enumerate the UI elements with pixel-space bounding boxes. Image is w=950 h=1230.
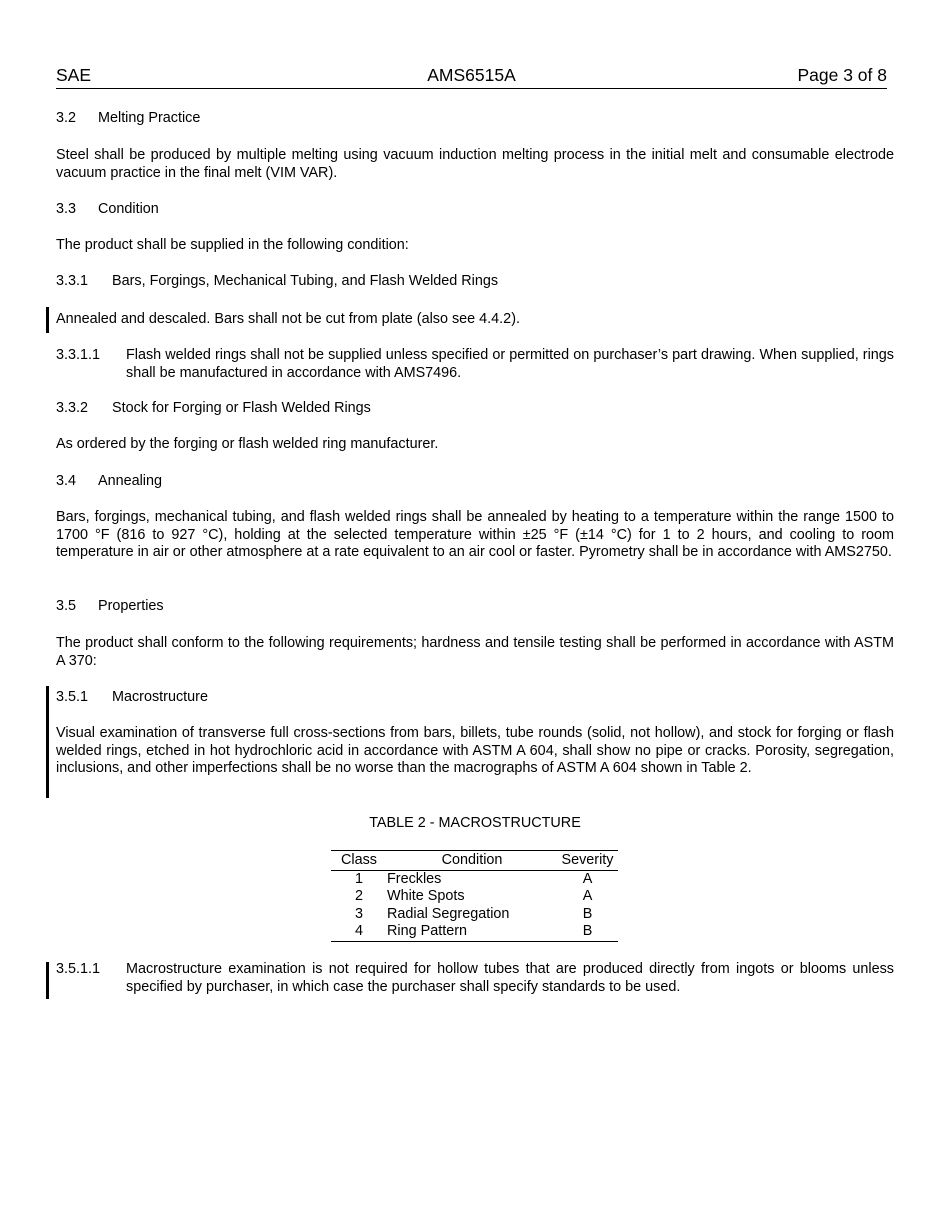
cell-class: 2 bbox=[354, 888, 363, 904]
table-2-title: TABLE 2 - MACROSTRUCTURE bbox=[369, 815, 581, 831]
change-bar bbox=[46, 307, 49, 333]
section-3-4-heading: 3.4 Annealing bbox=[56, 473, 163, 489]
cell-condition: Ring Pattern bbox=[387, 923, 557, 941]
table-header-row bbox=[331, 851, 618, 871]
section-3-5-1-heading: 3.5.1 Macrostructure bbox=[56, 689, 208, 705]
section-3-3-2-heading: 3.3.2 Stock for Forging or Flash Welded Rings bbox=[56, 400, 371, 416]
cell-severity: B bbox=[557, 923, 618, 941]
section-3-3-1-1-body: Flash welded rings shall not be supplied unless specified or permitted on purchaser’s part drawing. When supplied, rings shall be manufactured in accordance with AMS7496. bbox=[126, 347, 894, 381]
cell-severity: B bbox=[582, 905, 593, 922]
cell-class: 3 bbox=[354, 905, 363, 922]
section-3-3-1-body: Annealed and descaled. Bars shall not be cut from plate (also see 4.4.2). bbox=[56, 311, 520, 327]
section-3-5-1-1-body: Macrostructure examination is not required for hollow tubes that are produced directly from ingots or blooms unless specified by purchaser, in which case the purchaser shall specify standards to be used. bbox=[126, 961, 894, 995]
section-3-5-heading: 3.5 Properties bbox=[56, 598, 164, 614]
column-header-severity: Severity bbox=[557, 851, 618, 871]
table-row bbox=[331, 888, 618, 906]
section-3-3-1-1 bbox=[56, 347, 894, 382]
section-3-2-body: Steel shall be produced by multiple melting using vacuum induction melting process in the initial melt and consumable electrode vacuum practice in the final melt (VIM VAR). bbox=[56, 147, 894, 181]
section-3-5-1-1-number: 3.5.1.1 bbox=[56, 961, 101, 977]
header-page-number: Page 3 of 8 bbox=[797, 65, 887, 85]
section-3-4-body: Bars, forgings, mechanical tubing, and flash welded rings shall be annealed by heating to a temperature within the range 1500 to 1700 °F (816 to 927 °C), holding at the selected temperature within ±25 °F (±14 °C) for 1 to 2 hours, and cooling to room temperature in air or other atmosphere at a rate equivalent to an air cool or faster. Pyrometry shall be in accordance with AMS2750. bbox=[56, 509, 894, 560]
macrostructure-table bbox=[331, 850, 618, 942]
section-3-5-1-body: Visual examination of transverse full cross-sections from bars, billets, tube rounds (solid, not hollow), and stock for forging or flash welded rings, etched in hot hydrochloric acid in accordance with ASTM A 604, shall show no pipe or cracks. Porosity, segregation, inclusions, and other imperfections shall be no worse than the macrographs of ASTM A 604 shown in Table 2. bbox=[56, 725, 894, 776]
section-3-3-body: The product shall be supplied in the following condition: bbox=[56, 237, 409, 253]
cell-severity: A bbox=[582, 870, 593, 887]
header-doc-number: AMS6515A bbox=[427, 65, 516, 85]
column-header-condition: Condition bbox=[387, 851, 557, 871]
cell-severity: A bbox=[582, 888, 593, 904]
table-row bbox=[331, 923, 618, 941]
section-3-3-1-heading: 3.3.1 Bars, Forgings, Mechanical Tubing, and Flash Welded Rings bbox=[56, 273, 499, 289]
section-3-3-2-body: As ordered by the forging or flash welded ring manufacturer. bbox=[56, 436, 439, 452]
section-3-3-heading: 3.3 Condition bbox=[56, 201, 159, 217]
page-header bbox=[56, 67, 887, 89]
section-3-5-body: The product shall conform to the following requirements; hardness and tensile testing shall be performed in accordance with ASTM A 370: bbox=[56, 635, 894, 669]
section-3-2-heading: 3.2 Melting Practice bbox=[56, 110, 201, 126]
header-org: SAE bbox=[56, 65, 92, 85]
section-3-3-1-1-number: 3.3.1.1 bbox=[56, 347, 101, 363]
cell-condition: Radial Segregation bbox=[387, 905, 510, 922]
cell-class: 4 bbox=[331, 923, 387, 941]
column-header-class: Class bbox=[331, 851, 387, 871]
cell-class: 1 bbox=[354, 870, 363, 887]
table-row bbox=[331, 870, 618, 888]
table-row bbox=[331, 906, 618, 924]
section-3-5-1-1 bbox=[56, 961, 894, 996]
change-bar bbox=[46, 686, 49, 798]
cell-condition: White Spots bbox=[387, 888, 465, 904]
change-bar bbox=[46, 962, 49, 999]
cell-condition: Freckles bbox=[387, 870, 442, 887]
